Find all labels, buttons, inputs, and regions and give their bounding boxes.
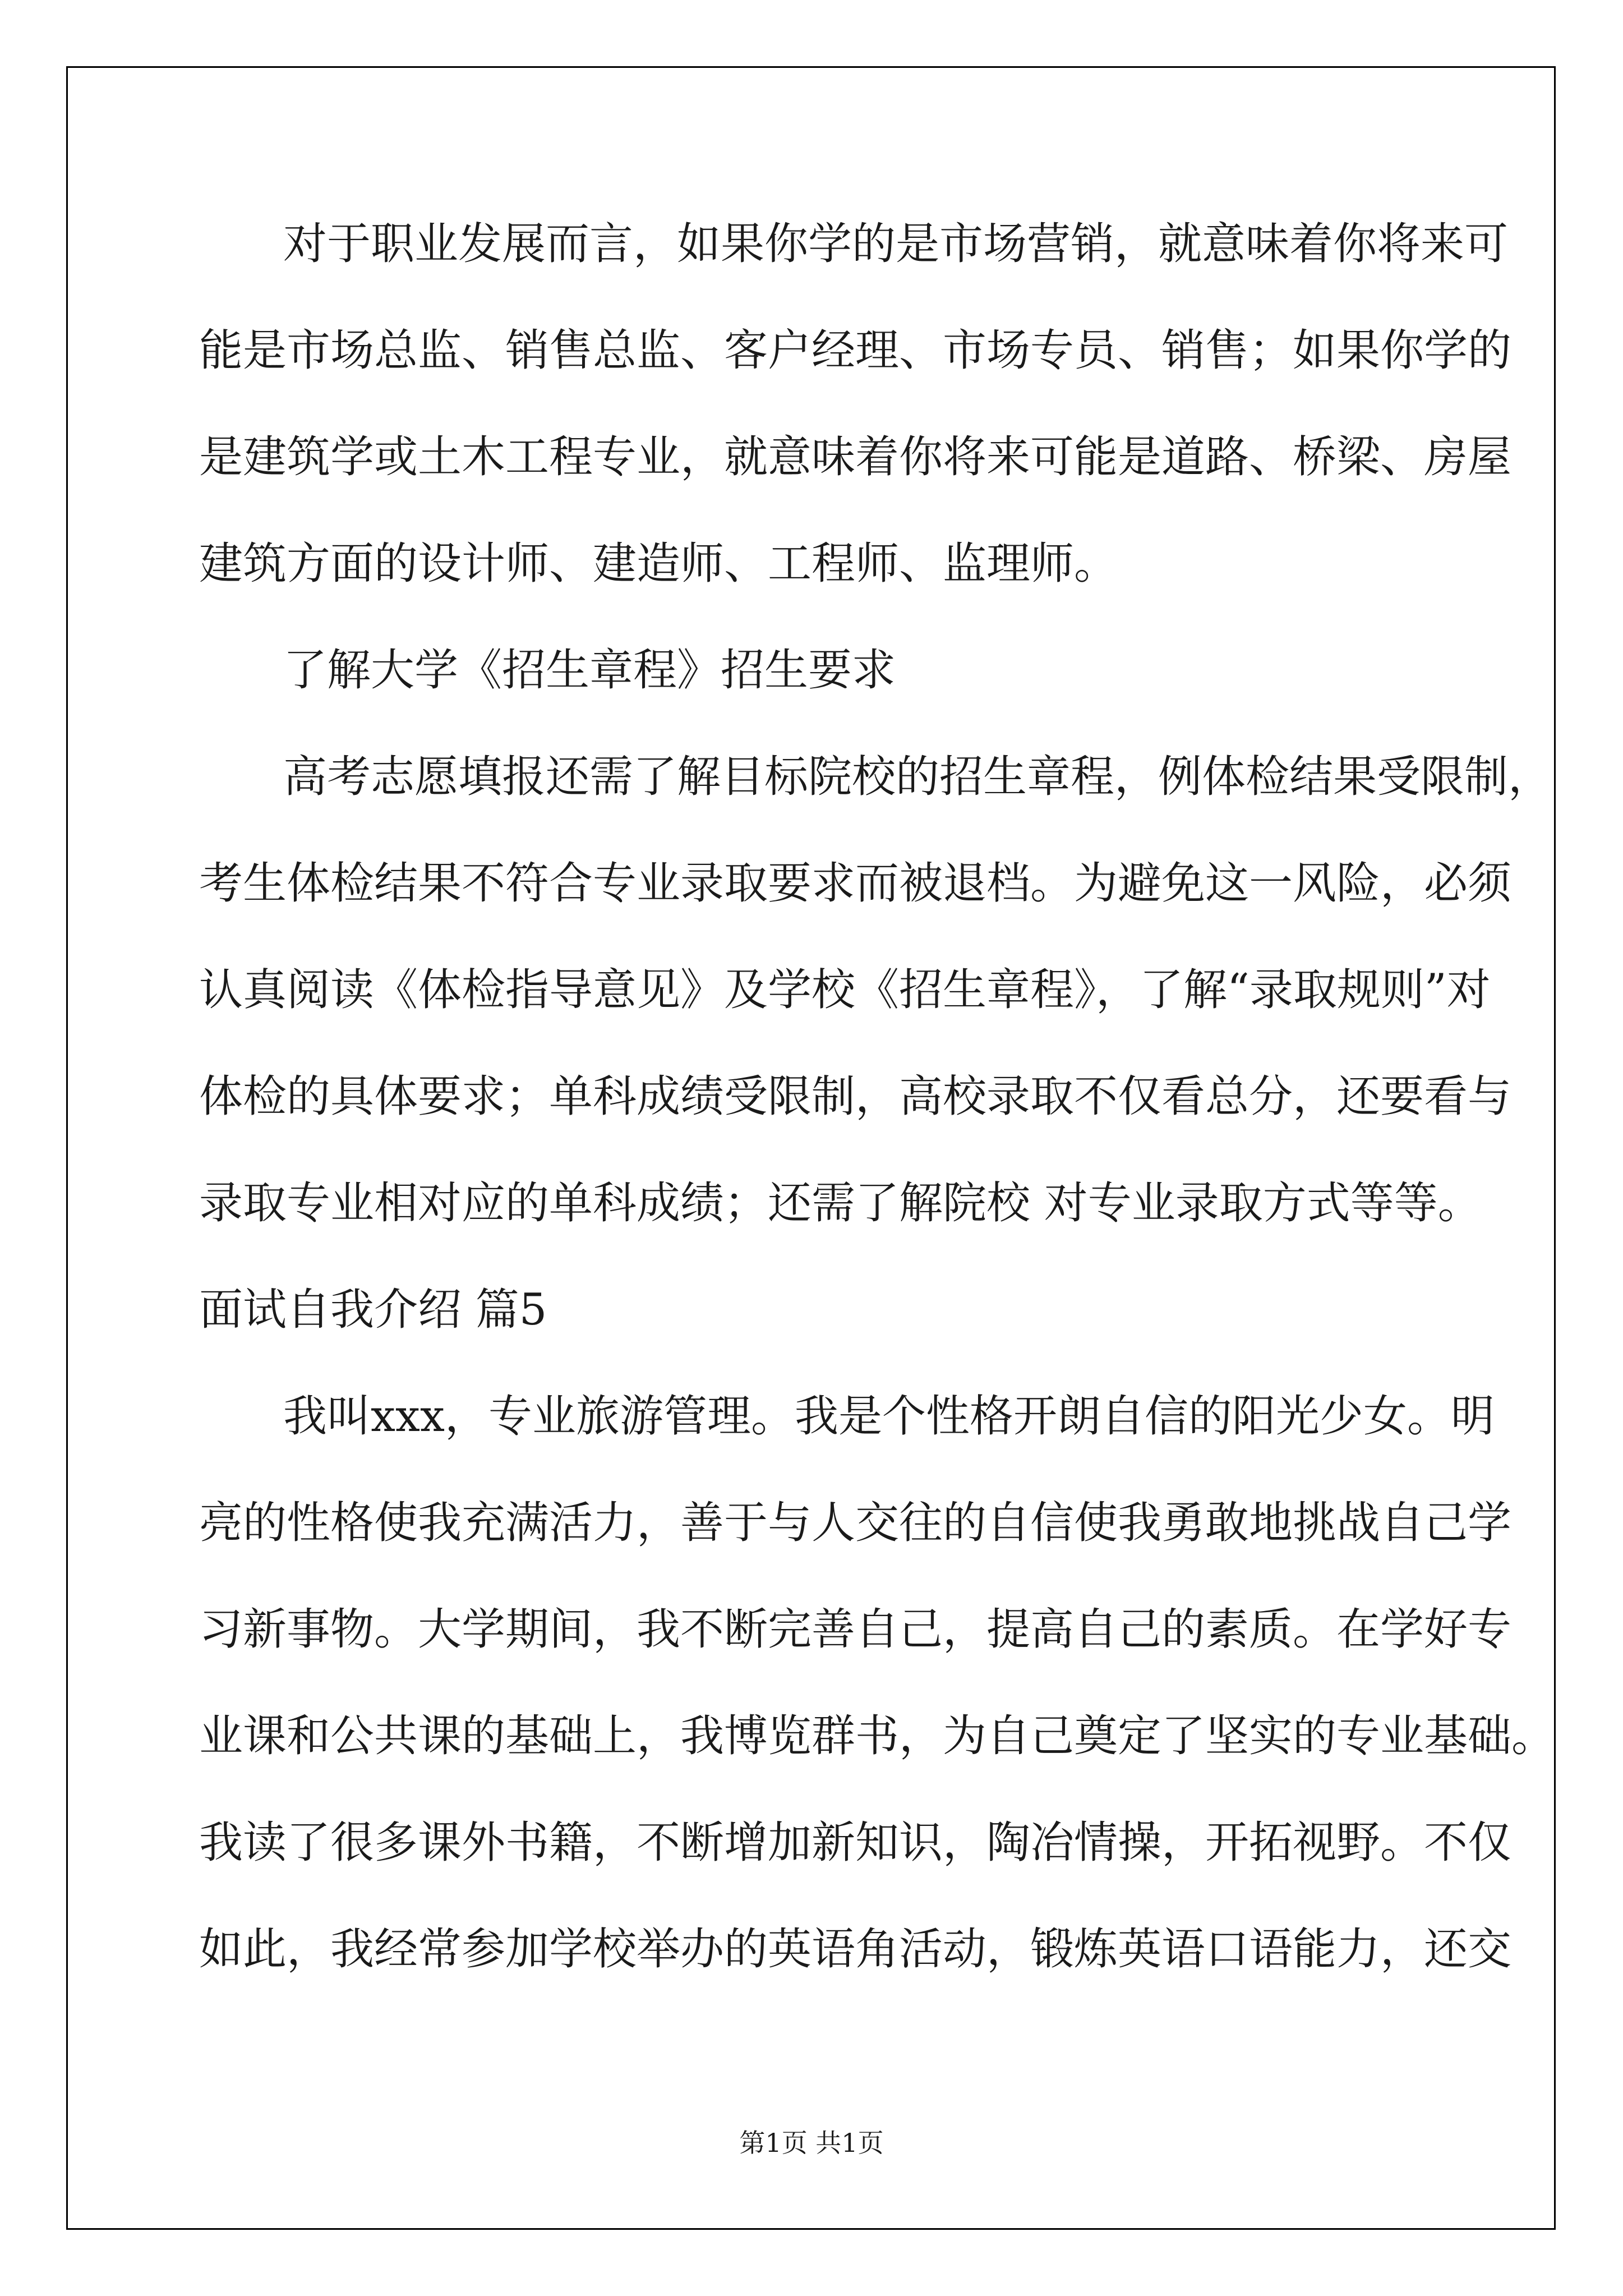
paragraph-line: 业课和公共课的基础上，我博览群书，为自己奠定了坚实的专业基础。 <box>199 1711 1556 1761</box>
paragraph-line: 我叫xxx，专业旅游管理。我是个性格开朗自信的阳光少女。明 <box>283 1391 1495 1442</box>
paragraph-line: 如此，我经常参加学校举办的英语角活动，锻炼英语口语能力，还交 <box>199 1924 1512 1975</box>
paragraph-line: 高考志愿填报还需了解目标院校的招生章程，例体检结果受限制， <box>283 752 1552 802</box>
paragraph-line: 建筑方面的设计师、建造师、工程师、监理师。 <box>199 539 1118 589</box>
page-footer: 第1页 共1页 <box>739 2128 884 2158</box>
paragraph-line: 习新事物。大学期间，我不断完善自己，提高自己的素质。在学好专 <box>199 1604 1512 1655</box>
paragraph-line: 认真阅读《体检指导意见》及学校《招生章程》，了解“录取规则”对 <box>199 965 1491 1015</box>
paragraph-line: 能是市场总监、销售总监、客户经理、市场专员、销售；如果你学的 <box>199 325 1512 376</box>
page-border <box>66 66 1556 2230</box>
paragraph-line: 对于职业发展而言，如果你学的是市场营销，就意味着你将来可 <box>283 219 1509 269</box>
paragraph-line: 亮的性格使我充满活力，善于与人交往的自信使我勇敢地挑战自己学 <box>199 1498 1512 1548</box>
paragraph-line: 体检的具体要求；单科成绩受限制，高校录取不仅看总分，还要看与 <box>199 1071 1512 1122</box>
section-title: 面试自我介绍 篇5 <box>199 1285 547 1335</box>
paragraph-line: 考生体检结果不符合专业录取要求而被退档。为避免这一风险，必须 <box>199 858 1512 909</box>
paragraph-line: 我读了很多课外书籍，不断增加新知识，陶冶情操，开拓视野。不仅 <box>199 1818 1512 1868</box>
paragraph-line: 是建筑学或土木工程专业，就意味着你将来可能是道路、桥梁、房屋 <box>199 432 1512 482</box>
section-heading: 了解大学《招生章程》招生要求 <box>283 645 896 696</box>
paragraph-line: 录取专业相对应的单科成绩；还需了解院校 对专业录取方式等等。 <box>199 1178 1482 1228</box>
